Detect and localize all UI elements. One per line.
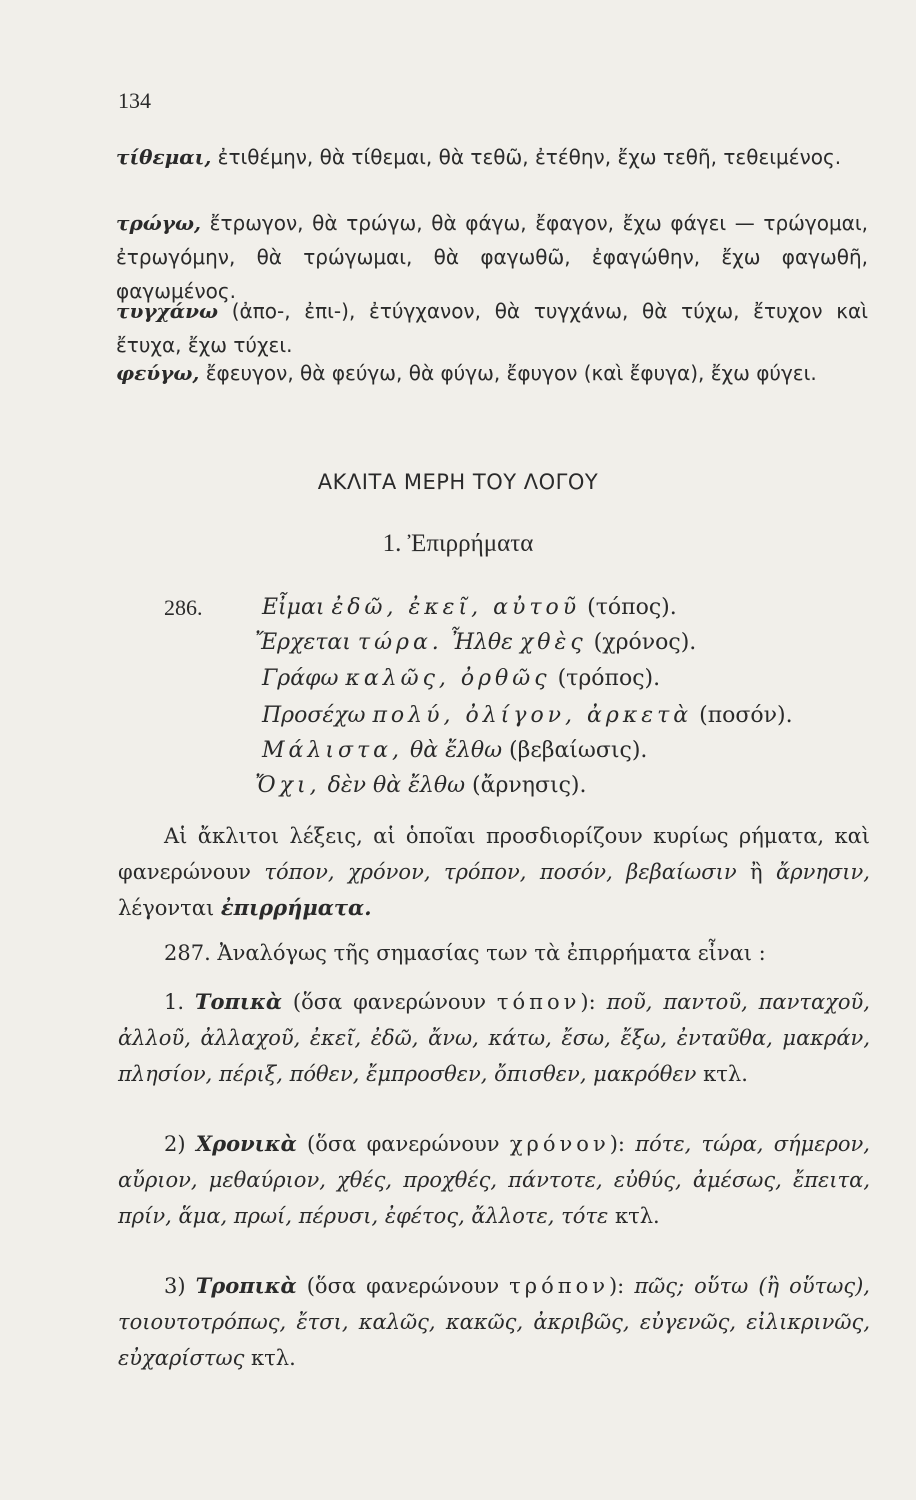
example-category: (τρόπος). bbox=[557, 666, 661, 691]
category-number: 3) bbox=[164, 1274, 186, 1298]
category-number: 2) bbox=[164, 1132, 186, 1156]
example-verb: δὲν θὰ ἔλθω bbox=[327, 773, 466, 798]
category-word: τρόπον bbox=[509, 1274, 609, 1298]
example-verb: θὰ ἔλθω bbox=[410, 738, 503, 763]
example-adverb: χθὲς bbox=[519, 630, 587, 655]
example-category: (ποσόν). bbox=[699, 703, 793, 728]
adverb-list: πότε, τώρα, σήμερον, αὔριον, μεθαύριον, χθές, προχθές, πάντοτε, εὐθύς, ἀμέσως, ἔπειτα, πρίν, ἅμα, πρωί, πέρυσι, ἐφέτος, ἄλλοτε, τότε bbox=[118, 1132, 870, 1228]
term: χρόνον, bbox=[347, 860, 431, 884]
section-heading: ΑΚΛΙΤΑ ΜΕΡΗ ΤΟΥ ΛΟΓΟΥ bbox=[317, 470, 599, 494]
etc: κτλ. bbox=[251, 1346, 296, 1370]
definition-text: Αἱ ἄκλιτοι λέξεις, αἱ ὁποῖαι προσδιορίζουν κυρίως ρήματα, καὶ φανερώνουν bbox=[118, 824, 870, 884]
adverb-list: ποῦ, παντοῦ, πανταχοῦ, ἀλλοῦ, ἀλλαχοῦ, ἐκεῖ, ἐδῶ, ἄνω, κάτω, ἔσω, ἔξω, ἐνταῦθα, μακράν, πλησίον, πέριξ, πόθεν, ἔμπροσθεν, ὄπισθεν, μακρόθεν bbox=[118, 990, 870, 1086]
example-category: (ἄρνησις). bbox=[472, 773, 587, 798]
conjunction: ἢ bbox=[750, 860, 763, 884]
example-adverb: Ὄχι, bbox=[255, 773, 321, 798]
example-verb: Γράφω bbox=[262, 666, 339, 691]
example-line bbox=[262, 595, 677, 620]
adverb-list: πῶς; οὕτω (ἢ οὕτως), τοιουτοτρόπως, ἔτσι, καλῶς, κακῶς, ἀκριβῶς, εὐγενῶς, εἰλικρινῶς, εὐχαρίστως bbox=[118, 1274, 870, 1370]
verb-forms: ἔφευγον, θὰ φεύγω, θὰ φύγω, ἔφυγον (καὶ ἔφυγα), ἔχω φύγει. bbox=[205, 361, 817, 385]
verb-lemma: φεύγω, bbox=[116, 361, 200, 385]
verb-entry bbox=[116, 206, 868, 308]
term: τρόπον, bbox=[443, 860, 527, 884]
term: ἄρνησιν, bbox=[776, 860, 870, 884]
example-verb: Ἔρχεται bbox=[255, 630, 351, 655]
example-line bbox=[262, 703, 793, 728]
example-verb: Προσέχω bbox=[262, 703, 366, 728]
example-verb: Ἦλθε bbox=[449, 630, 513, 655]
category-number: 1. bbox=[164, 990, 185, 1014]
verb-lemma: τυγχάνω bbox=[116, 299, 219, 323]
example-line bbox=[262, 738, 647, 763]
example-category: (βεβαίωσις). bbox=[509, 738, 648, 763]
category-description: (ὅσα φανερώνουν bbox=[307, 1132, 500, 1156]
example-adverb: πολύ, ὀλίγον, ἀρκετὰ bbox=[372, 703, 693, 728]
verb-entry bbox=[116, 356, 868, 390]
punctuation: ): bbox=[580, 990, 596, 1014]
verb-forms: ἐτιθέμην, θὰ τίθεμαι, θὰ τεθῶ, ἐτέθην, ἔχω τεθῆ, τεθειμένος. bbox=[217, 145, 842, 169]
example-line bbox=[255, 773, 587, 798]
category-label: Τροπικὰ bbox=[195, 1273, 297, 1298]
adverb-category bbox=[118, 1126, 870, 1234]
term: βεβαίωσιν bbox=[626, 860, 737, 884]
category-description: (ὅσα φανερώνουν bbox=[292, 990, 487, 1014]
adverb-category bbox=[118, 984, 870, 1092]
example-category: (χρόνος). bbox=[593, 630, 697, 655]
verb-forms: ἔτρωγον, θὰ τρώγω, θὰ φάγω, ἔφαγον, ἔχω φάγει — τρώγομαι, ἐτρωγόμην, θὰ τρώγωμαι, θὰ φαγωθῶ, ἐφαγώθην, ἔχω φαγωθῆ, φαγωμένος. bbox=[116, 211, 868, 303]
category-word: χρόνον bbox=[509, 1132, 610, 1156]
page-number: 134 bbox=[118, 88, 151, 113]
paragraph-number: 286. bbox=[164, 595, 203, 620]
category-word: τόπον bbox=[496, 990, 581, 1014]
definition-paragraph bbox=[118, 818, 870, 926]
verb-entry bbox=[116, 294, 868, 362]
category-label: Τοπικὰ bbox=[194, 989, 282, 1014]
punctuation: ): bbox=[608, 1274, 625, 1298]
term: τόπον, bbox=[264, 860, 335, 884]
example-line bbox=[255, 630, 696, 655]
etc: κτλ. bbox=[614, 1204, 660, 1228]
verb-lemma: τρώγω, bbox=[116, 211, 202, 235]
etc: κτλ. bbox=[703, 1062, 748, 1086]
category-description: (ὅσα φανερώνουν bbox=[306, 1274, 500, 1298]
term: ποσόν, bbox=[539, 860, 613, 884]
verb-entry bbox=[116, 140, 868, 174]
definition-text: λέγονται bbox=[118, 896, 215, 920]
example-verb: Εἶμαι bbox=[262, 595, 325, 620]
example-adverb: καλῶς, ὀρθῶς bbox=[345, 666, 551, 691]
example-category: (τόπος). bbox=[587, 595, 677, 620]
paragraph-287-intro: 287. Ἀναλόγως τῆς σημασίας των τὰ ἐπιρρήματα εἶναι : bbox=[164, 941, 766, 965]
adverb-category bbox=[118, 1268, 870, 1376]
key-term: ἐπιρρήματα. bbox=[220, 895, 372, 920]
verb-forms: (ἀπο-, ἐπι-), ἐτύγχανον, θὰ τυγχάνω, θὰ τύχω, ἔτυχον καὶ ἔτυχα, ἔχω τύχει. bbox=[116, 299, 869, 357]
punctuation: ): bbox=[609, 1132, 625, 1156]
category-label: Χρονικὰ bbox=[195, 1131, 297, 1156]
example-line bbox=[262, 666, 660, 691]
example-adverb: τώρα. bbox=[357, 630, 443, 655]
example-adverb: Μάλιστα, bbox=[262, 738, 403, 763]
subheading: 1. Ἐπιρρήματα bbox=[382, 530, 534, 557]
example-adverb: ἐδῶ, ἐκεῖ, αὐτοῦ bbox=[331, 595, 581, 620]
verb-lemma: τίθεμαι, bbox=[116, 145, 212, 169]
